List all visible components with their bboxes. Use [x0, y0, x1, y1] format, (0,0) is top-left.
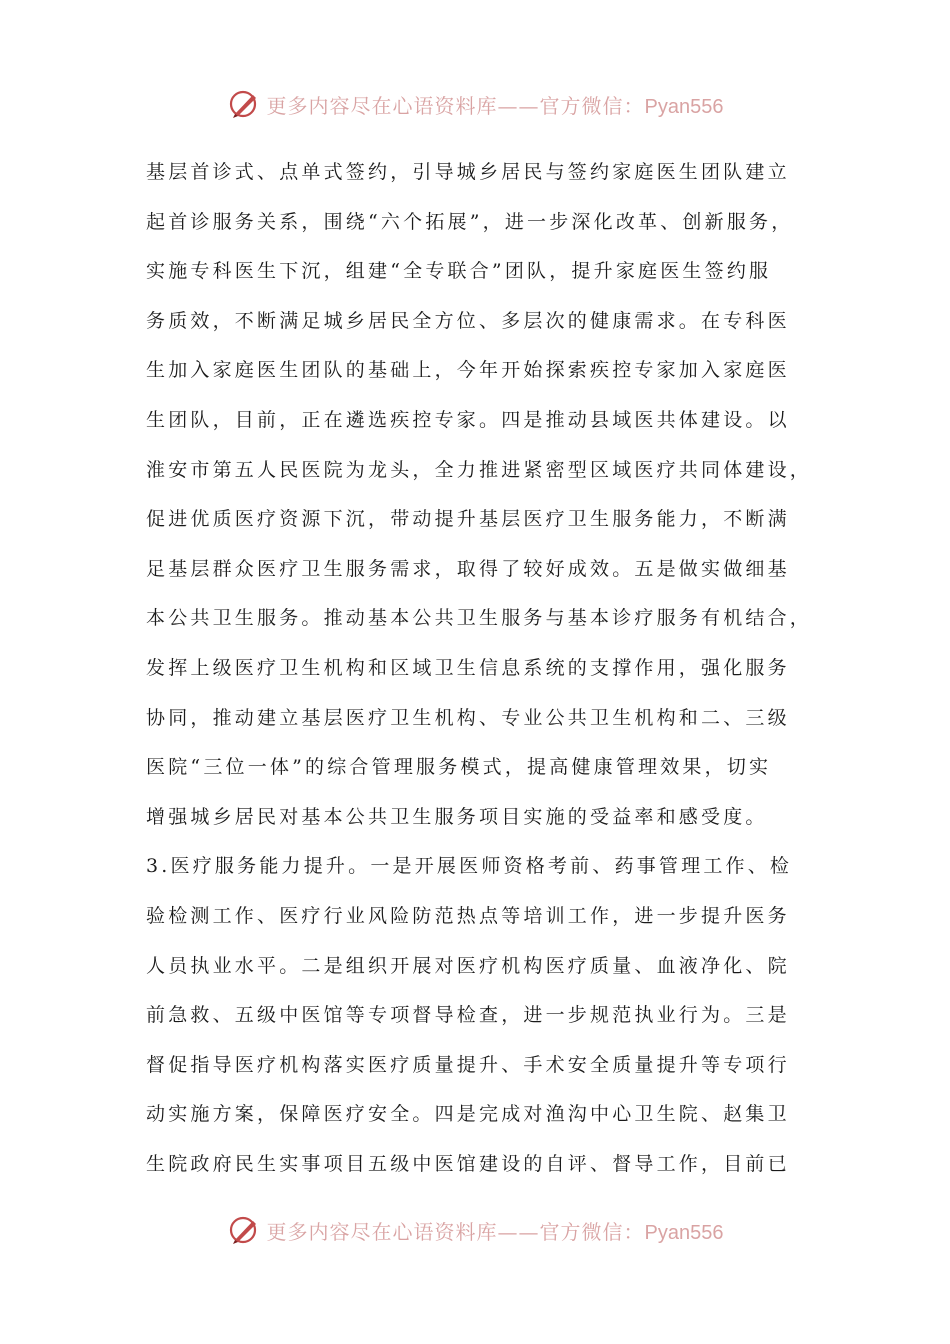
text-line: 发挥上级医疗卫生机构和区域卫生信息系统的支撑作用，强化服务 [146, 656, 790, 679]
footer-watermark-banner [0, 1210, 950, 1250]
text-line: 验检测工作、医疗行业风险防范热点等培训工作，进一步提升医务 [146, 904, 790, 927]
text-line: 医院“三位一体”的综合管理服务模式，提高健康管理效果，切实 [146, 756, 772, 779]
document-body [146, 148, 818, 1189]
text-line: 足基层群众医疗卫生服务需求，取得了较好成效。五是做实做细基 [146, 557, 790, 580]
text-line: 3.医疗服务能力提升。一是开展医师资格考前、药事管理工作、检 [146, 855, 793, 878]
text-line: 生团队，目前，正在遴选疾控专家。四是推动县域医共体建设。以 [146, 408, 790, 431]
text-line: 务质效，不断满足城乡居民全方位、多层次的健康需求。在专科医 [146, 309, 790, 332]
text-line: 实施专科医生下沉，组建“全专联合”团队，提升家庭医生签约服 [146, 260, 772, 283]
text-line: 生院政府民生实事项目五级中医馆建设的自评、督导工作，目前已 [146, 1152, 790, 1175]
footer-watermark-text: 更多内容尽在心语资料库——官方微信：Pyan556 [266, 1219, 724, 1244]
text-line: 生加入家庭医生团队的基础上，今年开始探索疾控专家加入家庭医 [146, 359, 790, 382]
text-line: 增强城乡居民对基本公共卫生服务项目实施的受益率和感受度。 [146, 805, 768, 828]
text-line: 促进优质医疗资源下沉，带动提升基层医疗卫生服务能力，不断满 [146, 508, 790, 531]
text-line: 基层首诊式、点单式签约，引导城乡居民与签约家庭医生团队建立 [146, 161, 790, 183]
text-line: 本公共卫生服务。推动基本公共卫生服务与基本诊疗服务有机结合， [146, 607, 813, 630]
header-watermark-text: 更多内容尽在心语资料库——官方微信：Pyan556 [266, 93, 724, 118]
text-line: 协同，推动建立基层医疗卫生机构、专业公共卫生机构和二、三级 [146, 706, 790, 729]
text-line: 起首诊服务关系，围绕“六个拓展”，进一步深化改革、创新服务， [146, 210, 794, 233]
header-watermark-banner [0, 84, 950, 124]
pen-logo-icon [227, 1213, 261, 1247]
pen-logo-icon [227, 87, 261, 121]
text-line: 督促指导医疗机构落实医疗质量提升、手术安全质量提升等专项行 [146, 1053, 790, 1076]
text-line: 淮安市第五人民医院为龙头，全力推进紧密型区域医疗共同体建设， [146, 458, 813, 481]
text-line: 人员执业水平。二是组织开展对医疗机构医疗质量、血液净化、院 [146, 954, 790, 977]
text-line: 动实施方案，保障医疗安全。四是完成对渔沟中心卫生院、赵集卫 [146, 1103, 790, 1126]
text-line: 前急救、五级中医馆等专项督导检查，进一步规范执业行为。三是 [146, 1004, 790, 1027]
